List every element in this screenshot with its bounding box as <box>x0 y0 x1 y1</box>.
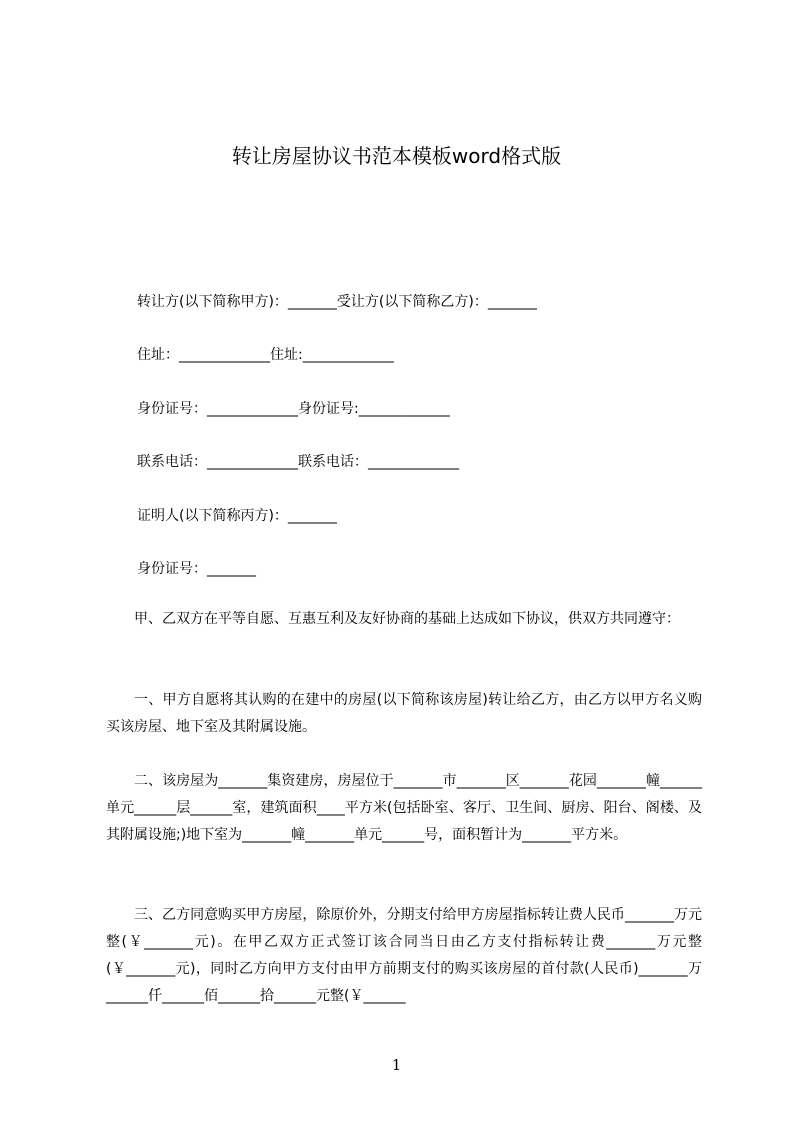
witness-line: 证明人(以下简称丙方)：_______ <box>137 508 337 524</box>
paragraph-text: 甲、乙双方在平等自愿、互惠互利及友好协商的基础上达成如下协议，供双方共同遵守： <box>134 611 680 627</box>
paragraph-text: 三、乙方同意购买甲方房屋，除原价外，分期支付给甲方房屋指标转让费人民币_______万元整(￥_______元)。在甲乙双方正式签订该合同当日由乙方支付指标转让费_______万元整(￥_______元)，同时乙方向甲方支付由甲方前期支付的购买该房屋的首付款(人民币)_______万______仟______佰______拾______元整(￥______ <box>106 907 702 1004</box>
clause-2-paragraph <box>106 768 702 849</box>
paragraph-text: 一、甲方自愿将其认购的在建中的房屋(以下简称该房屋)转让给乙方，由乙方以甲方名义购买该房屋、地下室及其附属设施。 <box>106 692 702 735</box>
document-title: 转让房屋协议书范本模板word格式版 <box>231 144 562 168</box>
page-number: 1 <box>391 1056 402 1074</box>
witness-id-line: 身份证号：_______ <box>137 561 256 577</box>
paragraph-text: 二、该房屋为_______集资建房，房屋位于_______市_______区_______花园_______幢______单元______层______室，建筑面积____平方米(包括卧室、客厅、卫生间、厨房、阳台、阁楼、及其附属设施;)地下室为_______幢_______单元______号，面积暂计为_______平方米。 <box>106 773 702 843</box>
id-number-line: 身份证号：_____________身份证号:_____________ <box>137 401 450 417</box>
agreement-intro-paragraph <box>106 606 702 633</box>
address-line: 住址：_____________住址:_____________ <box>137 347 394 363</box>
transferor-transferee-line: 转让方(以下简称甲方)：_______受让方(以下简称乙方)：_______ <box>137 294 537 310</box>
phone-line: 联系电话：_____________联系电话：_____________ <box>137 454 459 470</box>
clause-1-paragraph <box>106 687 702 741</box>
clause-3-paragraph <box>106 902 702 1010</box>
